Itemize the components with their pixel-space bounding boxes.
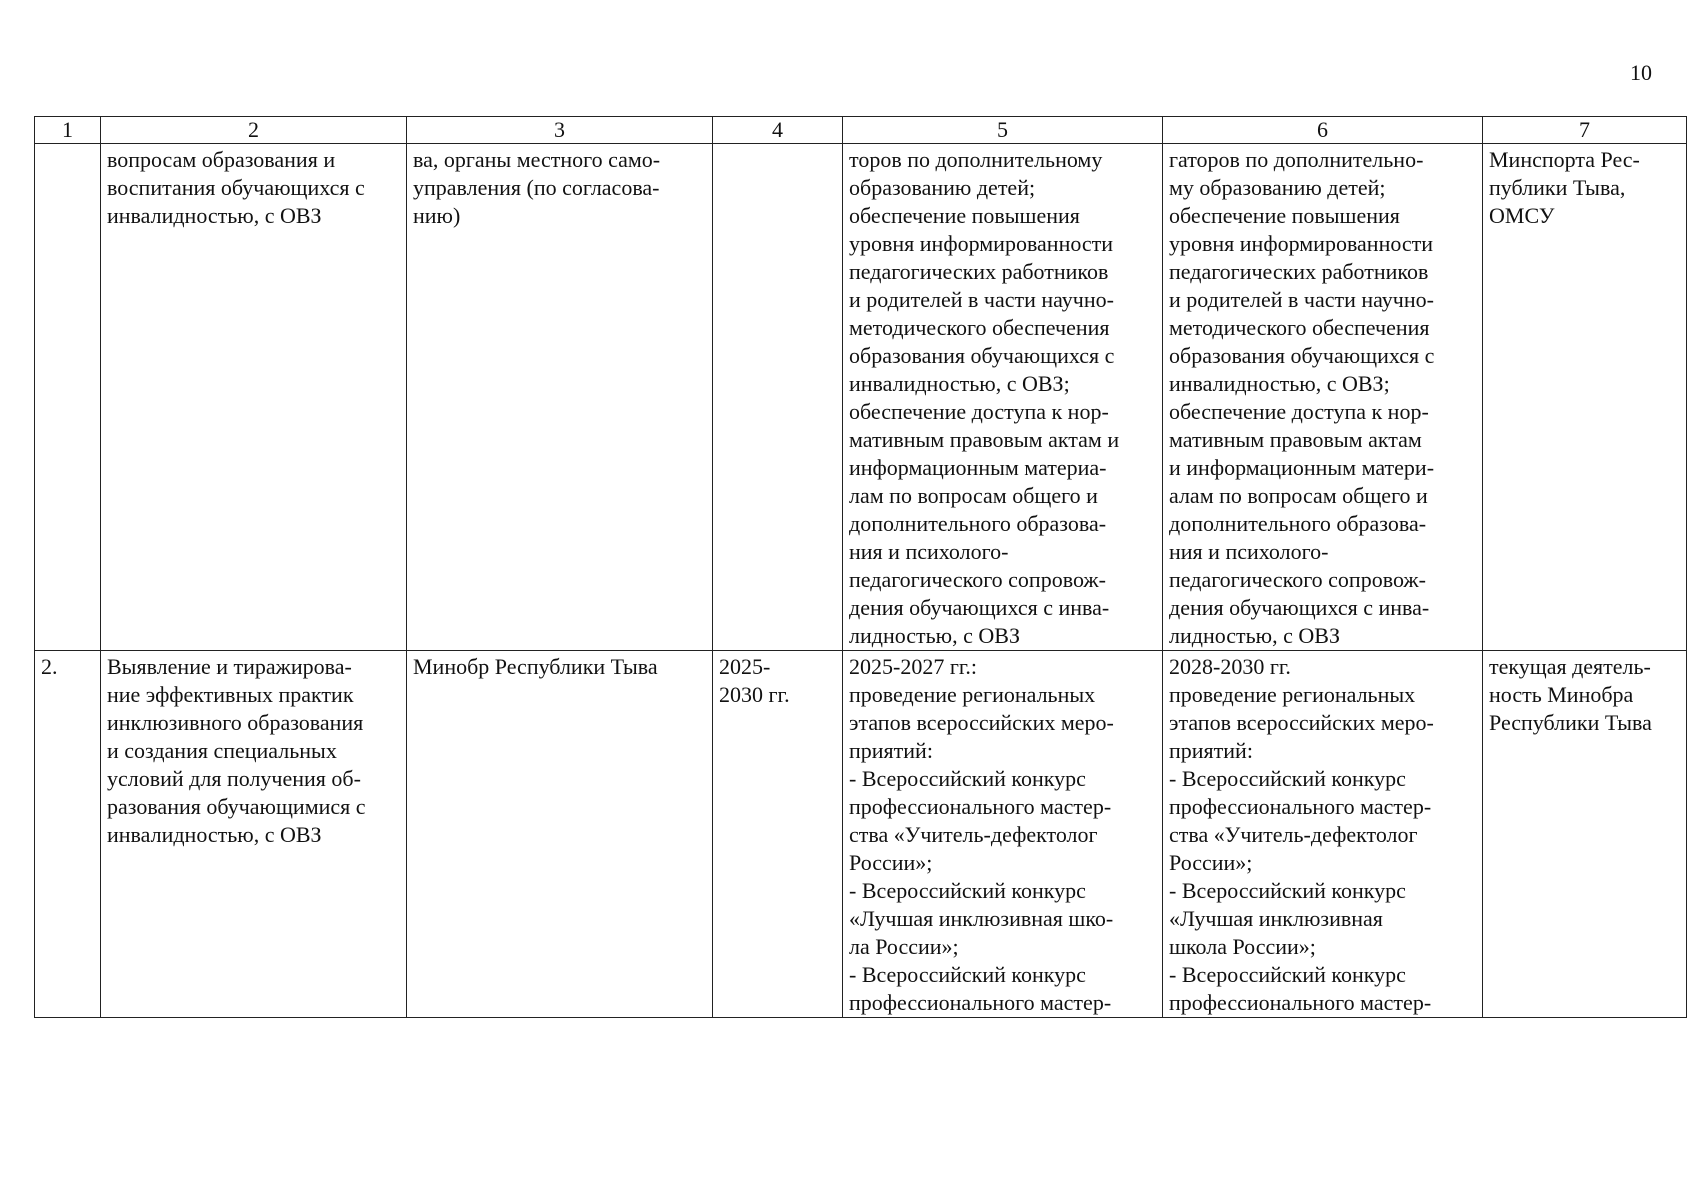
text-line: Республики Тыва xyxy=(1489,710,1652,735)
text-line: публики Тыва, xyxy=(1489,175,1626,200)
text-line: ва, органы местного само- xyxy=(413,147,661,172)
text-line: ОМСУ xyxy=(1489,203,1555,228)
text-line: этапов всероссийских меро- xyxy=(849,710,1114,735)
header-row xyxy=(35,117,1687,144)
text-line: 2028-2030 гг. xyxy=(1169,654,1291,679)
result-cell-5 xyxy=(843,651,1163,1018)
result-cell-5 xyxy=(843,144,1163,651)
text-line: обеспечение доступа к нор- xyxy=(1169,399,1429,424)
header-col-1: 1 xyxy=(35,117,101,144)
text-line: «Лучшая инклюзивная шко- xyxy=(849,906,1114,931)
text-line: профессионального мастер- xyxy=(1169,794,1432,819)
text-line: педагогического сопровож- xyxy=(1169,567,1426,592)
text-line: Минобр Республики Тыва xyxy=(413,654,658,679)
funding-cell xyxy=(1483,144,1687,651)
header-col-5: 5 xyxy=(843,117,1163,144)
text-line: ства «Учитель-дефектолог xyxy=(1169,822,1418,847)
text-line: ства «Учитель-дефектолог xyxy=(849,822,1098,847)
text-line: ла России»; xyxy=(849,934,959,959)
text-line: дения обучающихся с инва- xyxy=(1169,595,1430,620)
text-line: воспитания обучающихся с xyxy=(107,175,365,200)
table-row xyxy=(35,144,1687,651)
measure-cell xyxy=(101,144,407,651)
responsible-cell xyxy=(407,651,713,1018)
text-line: профессионального мастер- xyxy=(849,990,1112,1015)
text-line: мативным правовым актам и xyxy=(849,427,1120,452)
text-line: профессионального мастер- xyxy=(849,794,1112,819)
page-number: 10 xyxy=(1630,60,1652,85)
text-line: ния и психолого- xyxy=(849,539,1009,564)
text-line: приятий: xyxy=(849,738,933,763)
text-line: России»; xyxy=(1169,850,1253,875)
text-line: методического обеспечения xyxy=(1169,315,1430,340)
text-line: 2030 гг. xyxy=(719,682,790,707)
text-line: методического обеспечения xyxy=(849,315,1110,340)
text-line: торов по дополнительному xyxy=(849,147,1103,172)
text-line: проведение региональных xyxy=(1169,682,1416,707)
funding-cell xyxy=(1483,651,1687,1018)
text-line: ность Минобра xyxy=(1489,682,1634,707)
measure-cell xyxy=(101,651,407,1018)
text-line: инвалидностью, с ОВЗ xyxy=(107,822,322,847)
text-line: - Всероссийский конкурс xyxy=(1169,962,1406,987)
text-line: вопросам образования и xyxy=(107,147,336,172)
text-line: - Всероссийский конкурс xyxy=(1169,878,1406,903)
text-line: педагогического сопровож- xyxy=(849,567,1106,592)
text-line: обеспечение повышения xyxy=(1169,203,1400,228)
text-line: инвалидностью, с ОВЗ; xyxy=(1169,371,1390,396)
text-line: образования обучающихся с xyxy=(849,343,1115,368)
header-col-2: 2 xyxy=(101,117,407,144)
text-line: гаторов по дополнительно- xyxy=(1169,147,1424,172)
text-line: и информационным матери- xyxy=(1169,455,1435,480)
text-line: уровня информированности xyxy=(1169,231,1434,256)
text-line: нию) xyxy=(413,203,461,228)
text-line: текущая деятель- xyxy=(1489,654,1651,679)
result-cell-6 xyxy=(1163,144,1483,651)
text-line: инвалидностью, с ОВЗ; xyxy=(849,371,1070,396)
responsible-cell xyxy=(407,144,713,651)
header-col-4: 4 xyxy=(713,117,843,144)
result-cell-6 xyxy=(1163,651,1483,1018)
row-number xyxy=(35,144,101,651)
deadline-cell xyxy=(713,144,843,651)
text-line: лидностью, с ОВЗ xyxy=(849,623,1020,648)
header-col-7: 7 xyxy=(1483,117,1687,144)
text-line: ние эффективных практик xyxy=(107,682,354,707)
text-line: мативным правовым актам xyxy=(1169,427,1422,452)
text-line: обеспечение повышения xyxy=(849,203,1080,228)
row-number: 2. xyxy=(35,651,101,1018)
text-line: образованию детей; xyxy=(849,175,1036,200)
text-line: Минспорта Рес- xyxy=(1489,147,1640,172)
text-line: 2025-2027 гг.: xyxy=(849,654,978,679)
text-line: приятий: xyxy=(1169,738,1253,763)
text-line: этапов всероссийских меро- xyxy=(1169,710,1434,735)
text-line: лидностью, с ОВЗ xyxy=(1169,623,1340,648)
table-row xyxy=(35,651,1687,1018)
text-line: школа России»; xyxy=(1169,934,1316,959)
text-line: разования обучающимися с xyxy=(107,794,366,819)
text-line: России»; xyxy=(849,850,933,875)
text-line: и родителей в части научно- xyxy=(1169,287,1434,312)
text-line: инвалидностью, с ОВЗ xyxy=(107,203,322,228)
plan-table xyxy=(34,116,1687,1018)
text-line: - Всероссийский конкурс xyxy=(1169,766,1406,791)
header-col-6: 6 xyxy=(1163,117,1483,144)
text-line: проведение региональных xyxy=(849,682,1096,707)
text-line: му образованию детей; xyxy=(1169,175,1386,200)
text-line: профессионального мастер- xyxy=(1169,990,1432,1015)
text-line: - Всероссийский конкурс xyxy=(849,766,1086,791)
text-line: управления (по согласова- xyxy=(413,175,660,200)
text-line: 2025- xyxy=(719,654,771,679)
text-line: образования обучающихся с xyxy=(1169,343,1435,368)
text-line: инклюзивного образования xyxy=(107,710,364,735)
text-line: дения обучающихся с инва- xyxy=(849,595,1110,620)
text-line: педагогических работников xyxy=(849,259,1109,284)
text-line: - Всероссийский конкурс xyxy=(849,878,1086,903)
text-line: и родителей в части научно- xyxy=(849,287,1114,312)
text-line: алам по вопросам общего и xyxy=(1169,483,1428,508)
text-line: дополнительного образова- xyxy=(849,511,1107,536)
text-line: уровня информированности xyxy=(849,231,1114,256)
header-col-3: 3 xyxy=(407,117,713,144)
deadline-cell xyxy=(713,651,843,1018)
text-line: педагогических работников xyxy=(1169,259,1429,284)
text-line: условий для получения об- xyxy=(107,766,361,791)
text-line: дополнительного образова- xyxy=(1169,511,1427,536)
text-line: - Всероссийский конкурс xyxy=(849,962,1086,987)
text-line: Выявление и тиражирова- xyxy=(107,654,352,679)
text-line: лам по вопросам общего и xyxy=(849,483,1098,508)
text-line: ния и психолого- xyxy=(1169,539,1329,564)
text-line: и создания специальных xyxy=(107,738,337,763)
text-line: информационным материа- xyxy=(849,455,1107,480)
text-line: «Лучшая инклюзивная xyxy=(1169,906,1383,931)
text-line: обеспечение доступа к нор- xyxy=(849,399,1109,424)
